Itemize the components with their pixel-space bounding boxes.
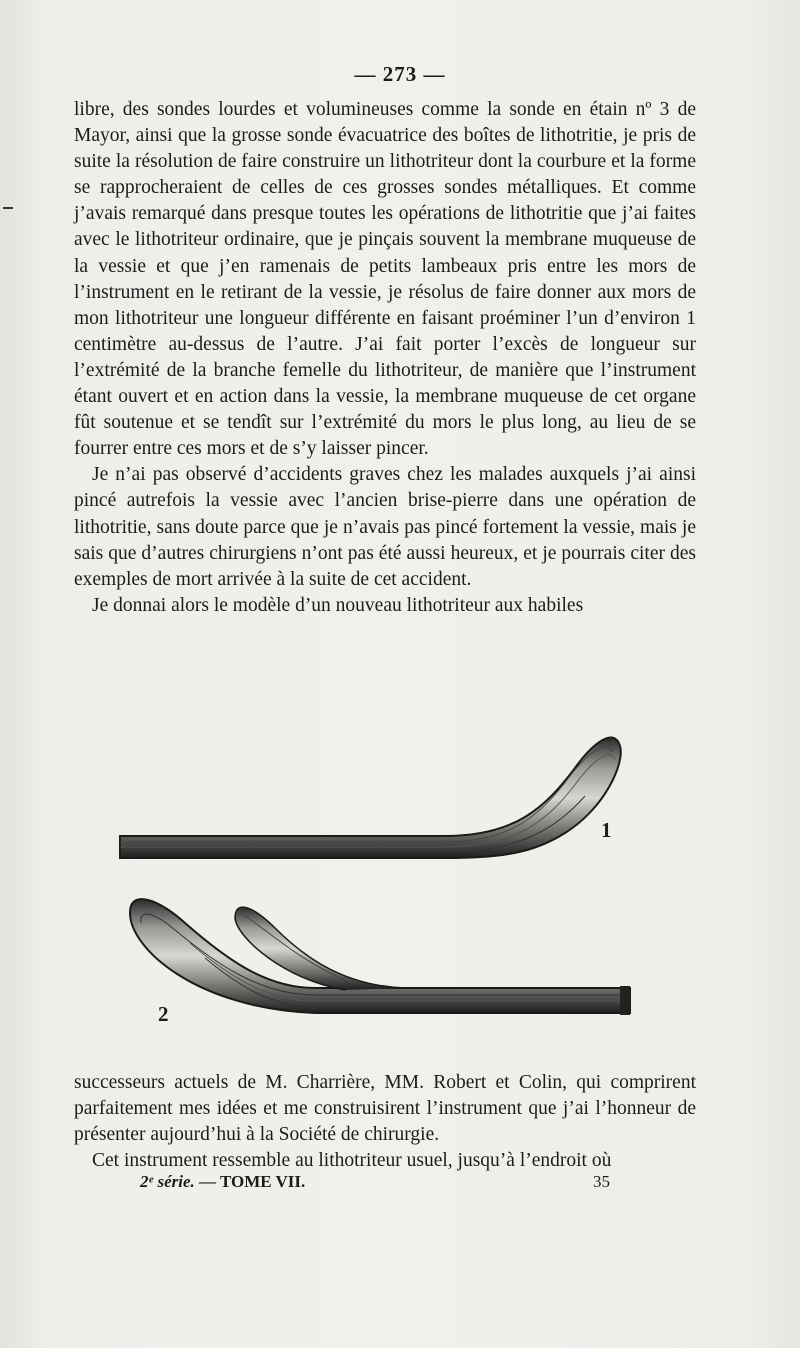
series-volume [140,1172,305,1192]
sheet-number: 35 [593,1172,610,1191]
volume-label: — TOME VII. [199,1172,306,1191]
page-number: — 273 — [354,62,446,86]
instrument-2 [130,899,630,1015]
page-footer [0,1172,800,1202]
paragraph: Je donnai alors le modèle d’un nouveau lithotriteur aux habiles [92,594,584,616]
instrument-1 [120,737,621,858]
margin-mark [3,207,13,209]
paragraph: Je n’ai pas observé d’accidents graves chez les malades auxquels j’ai ainsi pincé autrefois la vessie avec l’ancien brise-pierre dans une opération de lithotritie, sans doute parce que je n’avais pas pincé fortement la vessie, mais je sais que d’autres chirurgiens n’ont pas été aussi heureux, et je pourrais citer des exemples de mort arrivée à la suite de cet accident. [74,464,696,590]
series-label: 2ᵉ série. [140,1172,195,1191]
paragraph: Cet instrument ressemble au lithotriteur usuel, jusqu’à l’endroit où [92,1150,612,1172]
lithotrite-illustration [115,718,635,1038]
paragraph: successeurs actuels de M. Charrière, MM. Robert et Colin, qui comprirent parfaitement mes idées et me construisirent l’instrument que j’ai l’honneur de présenter aujourd’hui à la Société de chirurgie. [74,1072,696,1146]
paragraph: libre, des sondes lourdes et volumineuses comme la sonde en étain nº 3 de Mayor, ainsi que la grosse sonde évacuatrice des boîtes de lithotritie, je pris de suite la résolution de faire construire un lithotriteur dont la courbure et la forme se rapprocheraient de celles de ces grosses sondes métalliques. Et comme j’avais remarqué dans presque toutes les opérations de lithotritie que j’ai faites avec le lithotriteur ordinaire, que je pinçais souvent la membrane muqueuse de la vessie et que j’en ramenais de petits lambeaux pris entre les mors de l’instrument en le retirant de la vessie, je résolus de faire donner aux mors de mon lithotriteur une longueur différente en faisant proéminer l’un d’environ 1 centimètre au-dessus de l’autre. J’ai fait porter l’excès de longueur sur l’extrémité de la branche femelle du lithotriteur, de manière que l’instrument étant ouvert et en action dans la vessie, la membrane muqueuse de cet organe fût soutenue et se tendît sur l’extrémité du mors le plus long, au lieu de se fourrer entre ces mors et de s’y laisser pincer. [74,99,696,460]
text-after-figure [74,1070,696,1174]
text-before-figure [74,97,696,619]
figure-label-2: 2 [158,1002,169,1026]
figure-label-1: 1 [601,818,612,842]
